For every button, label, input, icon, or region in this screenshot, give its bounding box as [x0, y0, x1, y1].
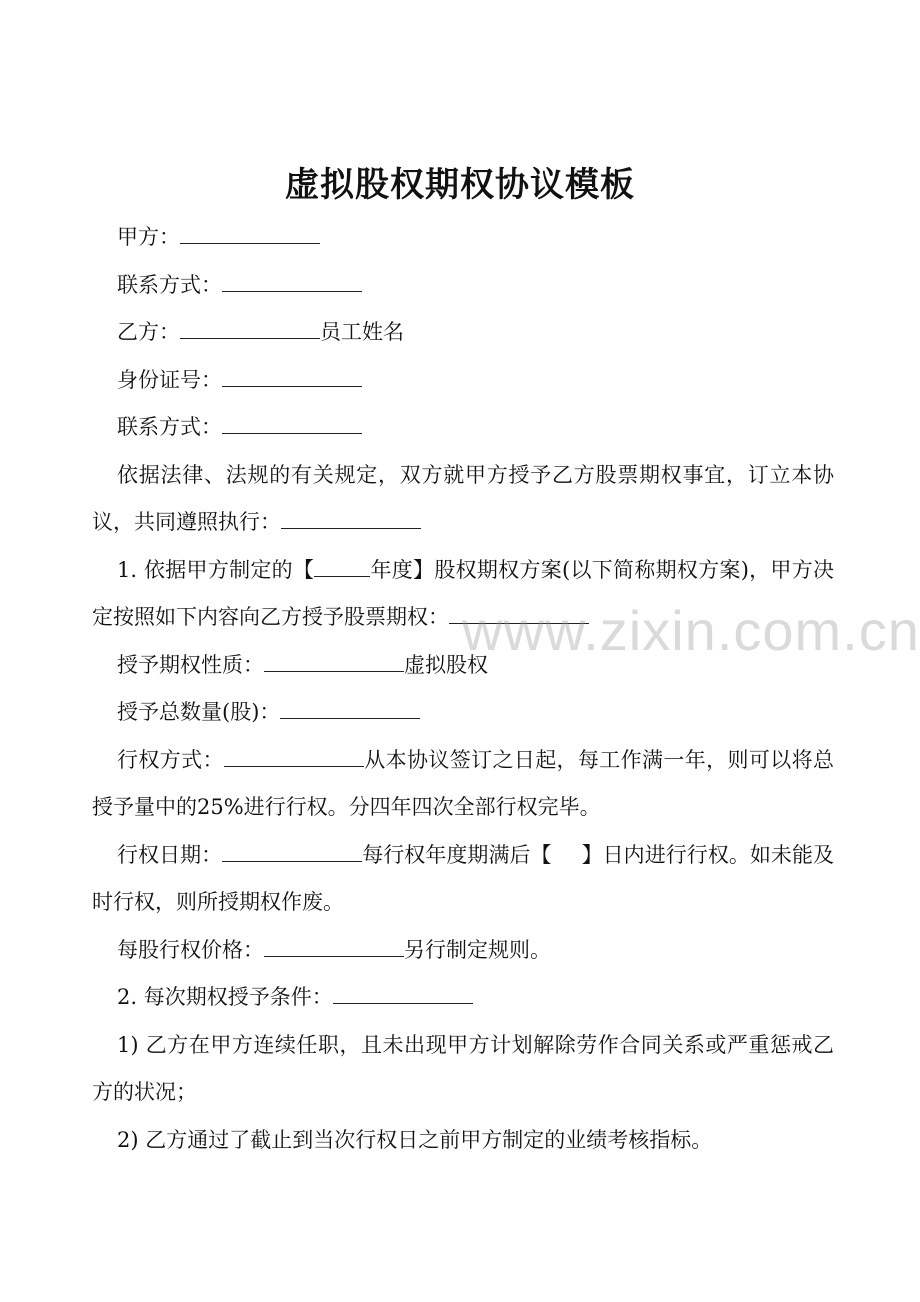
exercise-price-line — [92, 927, 834, 975]
exercise-date-text: 】日内进行行权。如未能及时行权，则所授期权作废。 — [92, 842, 835, 914]
exercise-method-blank — [224, 744, 364, 767]
party-a-label: 甲方： — [117, 225, 180, 249]
party-b-blank — [180, 316, 320, 339]
grant-nature-line — [92, 642, 834, 690]
grant-quantity-blank — [280, 696, 420, 719]
preamble-text: 依据法律、法规的有关规定，双方就甲方授予乙方股票期权事宜，订立本协议，共同遵照执行： — [92, 462, 834, 534]
condition-2-text: 2) 乙方通过了截止到当次行权日之前甲方制定的业绩考核指标。 — [117, 1127, 713, 1152]
clause-1-blank — [449, 601, 589, 624]
clause-1-paragraph — [92, 547, 834, 642]
contact-b-blank — [222, 411, 362, 434]
exercise-method-text: 从本协议签订之日起，每工作满一年，则可以将总授予量中的25%进行行权。分四年四次全部行权完毕。 — [92, 747, 835, 819]
grant-quantity-label: 授予总数量(股)： — [117, 700, 281, 724]
exercise-date-blank — [222, 839, 362, 862]
watermark: www.zixin.com.cn — [462, 599, 920, 662]
grant-quantity-line — [92, 689, 834, 737]
grant-nature-blank — [264, 649, 404, 672]
exercise-date-mid: 每行权年度期满后【 — [362, 842, 552, 867]
document-body — [92, 214, 834, 1164]
clause-2-line — [92, 974, 834, 1022]
contact-a-label: 联系方式： — [117, 272, 222, 297]
grant-nature-suffix: 虚拟股权 — [404, 652, 488, 677]
clause-1-prefix: 1. 依据甲方制定的【 — [117, 557, 315, 582]
clause-1-year-blank — [314, 554, 370, 577]
preamble-paragraph — [92, 452, 834, 547]
document-title: 虚拟股权期权协议模板 — [285, 165, 635, 205]
id-number-label: 身份证号： — [117, 367, 222, 392]
contact-b-label: 联系方式： — [117, 415, 222, 439]
grant-nature-label: 授予期权性质： — [117, 652, 264, 677]
party-b-line — [92, 309, 834, 357]
party-a-blank — [180, 221, 320, 244]
clause-1-suffix: 年度】股权期权方案(以下简称期权方案)，甲方决定按照如下内容向乙方授予股票期权： — [92, 557, 834, 629]
clause-2-blank — [333, 981, 473, 1004]
id-number-blank — [222, 364, 362, 387]
exercise-price-label: 每股行权价格： — [117, 937, 264, 962]
contact-a-line — [92, 262, 834, 310]
contact-a-blank — [222, 269, 362, 292]
condition-2-paragraph — [92, 1117, 834, 1165]
id-number-line — [92, 357, 834, 405]
exercise-price-blank — [264, 934, 404, 957]
party-b-suffix: 员工姓名 — [320, 320, 404, 344]
exercise-date-label: 行权日期： — [117, 842, 223, 867]
exercise-method-paragraph — [92, 737, 834, 832]
party-a-line — [92, 214, 834, 262]
condition-1-paragraph — [92, 1022, 834, 1117]
clause-2-label: 2. 每次期权授予条件： — [117, 985, 333, 1009]
exercise-days-blank — [552, 840, 582, 862]
preamble-blank — [281, 506, 421, 529]
party-b-label: 乙方： — [117, 320, 180, 344]
exercise-price-suffix: 另行制定规则。 — [404, 937, 551, 962]
exercise-date-paragraph — [92, 832, 834, 927]
condition-1-text: 1) 乙方在甲方连续任职，且未出现甲方计划解除劳作合同关系或严重惩戒乙方的状况； — [92, 1032, 834, 1104]
contact-b-line — [92, 404, 834, 452]
exercise-method-label: 行权方式： — [117, 747, 224, 772]
